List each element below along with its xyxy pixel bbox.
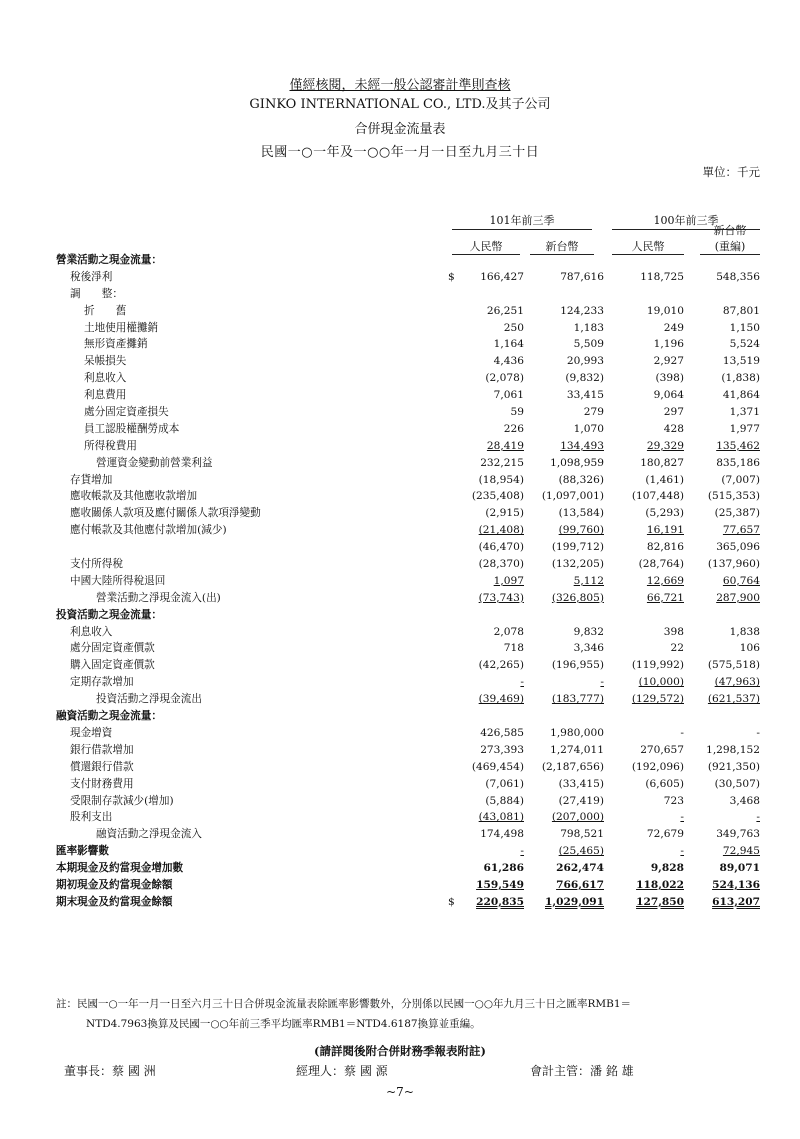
value-cell: 297 [663, 406, 684, 419]
value-cell: 1,980,000 [550, 726, 604, 739]
value-cell: (28,764) [638, 558, 684, 571]
value-cell: 1,029,091 [545, 895, 604, 908]
value-cell: 787,616 [560, 270, 604, 283]
value-cell: (25,465) [558, 845, 604, 858]
row-label: 員工認股權酬勞成本 [84, 422, 180, 435]
value-cell: - [680, 811, 684, 824]
period-header-2012: 101年前三季 [452, 212, 592, 230]
row-label: 投資活動之淨現金流出 [96, 693, 202, 706]
value-cell: 166,427 [480, 270, 524, 283]
value-cell: 398 [663, 625, 684, 638]
value-cell: (326,805) [551, 591, 604, 604]
value-cell: 365,096 [716, 541, 760, 554]
value-cell: (515,353) [707, 490, 760, 503]
value-cell: 59 [510, 406, 524, 419]
value-cell: (73,743) [478, 591, 524, 604]
value-cell: (42,265) [478, 659, 524, 672]
table-row [0, 877, 800, 894]
row-label: 融資活動之現金流量： [56, 710, 162, 723]
table-row [0, 657, 800, 674]
table-row [0, 404, 800, 421]
value-cell: - [756, 811, 760, 824]
currency-symbol: $ [448, 270, 455, 283]
value-cell: 1,183 [573, 321, 604, 334]
value-cell: (119,992) [631, 659, 684, 672]
value-cell: (1,461) [645, 473, 684, 486]
value-cell: 3,346 [573, 642, 604, 655]
page-number: ~7~ [386, 1085, 414, 1099]
table-row [0, 590, 800, 607]
value-cell: 270,657 [640, 743, 684, 756]
value-cell: (469,454) [471, 760, 524, 773]
value-cell: (398) [655, 372, 684, 385]
value-cell: 220,835 [476, 895, 524, 908]
row-label: 股利支出 [70, 811, 113, 824]
value-cell: 118,022 [636, 878, 684, 891]
value-cell: 4,436 [493, 355, 524, 368]
value-cell: (43,081) [478, 811, 524, 824]
value-cell: 159,549 [476, 878, 524, 891]
table-row [0, 793, 800, 810]
value-cell: 20,993 [566, 355, 604, 368]
row-label: 定期存款增加 [70, 676, 134, 689]
value-cell: (183,777) [551, 693, 604, 706]
value-cell: (196,955) [551, 659, 604, 672]
value-cell: (88,326) [558, 473, 604, 486]
value-cell: (921,350) [707, 760, 760, 773]
table-row [0, 472, 800, 489]
currency-header-ntd-2012: 新台幣 [530, 238, 594, 255]
table-row [0, 708, 800, 725]
value-cell: - [680, 726, 684, 739]
value-cell: 77,657 [722, 524, 760, 537]
value-cell: (39,469) [478, 693, 524, 706]
value-cell: 1,070 [573, 422, 604, 435]
value-cell: 1,196 [653, 338, 684, 351]
row-label: 利息費用 [84, 389, 127, 402]
value-cell: (199,712) [551, 541, 604, 554]
table-row [0, 843, 800, 860]
value-cell: 89,071 [719, 862, 760, 875]
table-row [0, 370, 800, 387]
value-cell: 82,816 [646, 541, 684, 554]
table-row [0, 607, 800, 624]
value-cell: 9,832 [573, 625, 604, 638]
table-row [0, 488, 800, 505]
value-cell: 766,617 [556, 878, 604, 891]
table-row [0, 674, 800, 691]
row-label: 融資活動之淨現金流入 [96, 828, 202, 841]
value-cell: 41,864 [722, 389, 760, 402]
value-cell: 29,329 [646, 439, 684, 452]
value-cell: 60,764 [722, 574, 760, 587]
table-row [0, 691, 800, 708]
value-cell: 349,763 [716, 828, 760, 841]
table-row [0, 826, 800, 843]
table-row [0, 269, 800, 286]
row-label: 支付所得稅 [70, 558, 123, 571]
value-cell: - [600, 676, 604, 689]
table-row [0, 860, 800, 877]
row-label: 應收關係人款項及應付關係人款項淨變動 [70, 507, 261, 520]
value-cell: (1,838) [721, 372, 760, 385]
table-row [0, 286, 800, 303]
row-label: 稅後淨利 [70, 270, 113, 283]
value-cell: 106 [739, 642, 760, 655]
value-cell: 232,215 [480, 456, 524, 469]
value-cell: 1,298,152 [706, 743, 760, 756]
value-cell: 718 [503, 642, 524, 655]
company-name: GINKO INTERNATIONAL CO., LTD.及其子公司 [249, 97, 551, 112]
value-cell: - [520, 845, 524, 858]
value-cell: 19,010 [646, 304, 684, 317]
value-cell: 1,371 [729, 406, 760, 419]
currency-header-rmb-2012: 人民幣 [452, 238, 520, 255]
value-cell: 180,827 [640, 456, 684, 469]
table-row [0, 438, 800, 455]
table-row [0, 776, 800, 793]
value-cell: 1,150 [729, 321, 760, 334]
row-label: 處分固定資產損失 [84, 406, 169, 419]
value-cell: 273,393 [480, 743, 524, 756]
value-cell: 1,838 [729, 625, 760, 638]
table-row [0, 522, 800, 539]
row-label: 調 整： [70, 287, 123, 300]
table-row [0, 742, 800, 759]
row-label: 應付帳款及其他應付款增加(減少) [70, 524, 227, 537]
cash-flow-table [0, 252, 800, 911]
value-cell: (7,007) [721, 473, 760, 486]
value-cell: 1,164 [493, 338, 524, 351]
value-cell: 249 [663, 321, 684, 334]
row-label: 投資活動之現金流量： [56, 608, 162, 621]
table-row [0, 455, 800, 472]
value-cell: (575,518) [707, 659, 760, 672]
row-label: 利息收入 [70, 625, 113, 638]
row-label: 期初現金及約當現金餘額 [56, 878, 173, 891]
table-row [0, 573, 800, 590]
value-cell: (33,415) [558, 777, 604, 790]
row-label: 匯率影響數 [56, 845, 109, 858]
table-row [0, 252, 800, 269]
restated-label: (重編) [700, 238, 760, 255]
value-cell: 124,233 [560, 304, 604, 317]
value-cell: (235,408) [471, 490, 524, 503]
value-cell: (25,387) [714, 507, 760, 520]
table-row [0, 624, 800, 641]
value-cell: 1,098,959 [550, 456, 604, 469]
value-cell: (132,205) [551, 558, 604, 571]
table-row [0, 336, 800, 353]
value-cell: (47,963) [714, 676, 760, 689]
value-cell: (621,537) [707, 693, 760, 706]
value-cell: (46,470) [478, 541, 524, 554]
footnote-line-1: 註：民國一○一年一月一日至六月三十日合併現金流量表除匯率影響數外，分別係以民國一○○年九月三十日之匯率RMB1＝ [56, 998, 632, 1010]
table-row [0, 539, 800, 556]
value-cell: 723 [663, 794, 684, 807]
table-row [0, 725, 800, 742]
value-cell: 279 [583, 406, 604, 419]
value-cell: 798,521 [560, 828, 604, 841]
row-label: 營運資金變動前營業利益 [96, 456, 213, 469]
table-row [0, 894, 800, 911]
value-cell: 61,286 [483, 862, 524, 875]
value-cell: 287,900 [716, 591, 760, 604]
row-label: 營業活動之淨現金流入(出) [96, 591, 221, 604]
value-cell: (192,096) [631, 760, 684, 773]
row-label: 現金增資 [70, 726, 113, 739]
value-cell: 66,721 [646, 591, 684, 604]
table-row [0, 809, 800, 826]
value-cell: (13,584) [558, 507, 604, 520]
value-cell: 2,927 [653, 355, 684, 368]
value-cell: (2,187,656) [541, 760, 604, 773]
row-label: 處分固定資產價款 [70, 642, 155, 655]
value-cell: 12,669 [646, 574, 684, 587]
review-note: 僅經核閱，未經一般公認審計準則查核 [289, 78, 511, 93]
row-label: 本期現金及約當現金增加數 [56, 862, 184, 875]
value-cell: (107,448) [631, 490, 684, 503]
value-cell: 5,509 [573, 338, 604, 351]
value-cell: - [756, 726, 760, 739]
value-cell: 22 [670, 642, 684, 655]
value-cell: 5,112 [573, 574, 604, 587]
footnote-line-2: NTD4.7963換算及民國一○○年前三季平均匯率RMB1＝NTD4.6187換算並重編。 [86, 1018, 481, 1030]
attachment-note: (請詳閱後附合併財務季報表附註) [314, 1044, 486, 1058]
unit-label: 單位：千元 [702, 165, 760, 179]
row-label: 土地使用權攤銷 [84, 321, 159, 334]
period-header-2011: 100年前三季 [612, 212, 760, 230]
value-cell: 174,498 [480, 828, 524, 841]
value-cell: 548,356 [716, 270, 760, 283]
manager-signature: 經理人：蔡 國 源 [296, 1064, 388, 1078]
value-cell: 72,679 [646, 828, 684, 841]
value-cell: (5,884) [485, 794, 524, 807]
row-label: 所得稅費用 [84, 439, 137, 452]
table-row [0, 640, 800, 657]
table-row [0, 387, 800, 404]
table-row [0, 421, 800, 438]
value-cell: 835,186 [716, 456, 760, 469]
table-row [0, 320, 800, 337]
value-cell: (1,097,001) [541, 490, 604, 503]
value-cell: 134,493 [560, 439, 604, 452]
currency-header-ntd-2011: 新台幣 [713, 224, 747, 237]
value-cell: 5,524 [729, 338, 760, 351]
statement-period: 民國一○一年及一○○年一月一日至九月三十日 [260, 145, 540, 160]
value-cell: 426,585 [480, 726, 524, 739]
value-cell: 2,078 [493, 625, 524, 638]
value-cell: 7,061 [493, 389, 524, 402]
row-label: 銀行借款增加 [70, 743, 134, 756]
value-cell: (7,061) [485, 777, 524, 790]
table-row [0, 759, 800, 776]
value-cell: 3,468 [729, 794, 760, 807]
value-cell: - [680, 845, 684, 858]
value-cell: (2,078) [485, 372, 524, 385]
accountant-signature: 會計主管：潘 銘 雄 [530, 1064, 634, 1078]
row-label: 存貨增加 [70, 473, 113, 486]
value-cell: 33,415 [566, 389, 604, 402]
value-cell: 16,191 [646, 524, 684, 537]
table-row [0, 353, 800, 370]
value-cell: 127,850 [636, 895, 684, 908]
table-row [0, 303, 800, 320]
value-cell: (5,293) [645, 507, 684, 520]
row-label: 購入固定資產價款 [70, 659, 155, 672]
value-cell: (28,370) [478, 558, 524, 571]
value-cell: 13,519 [722, 355, 760, 368]
currency-header-rmb-2011: 人民幣 [612, 238, 684, 255]
row-label: 無形資產攤銷 [84, 338, 148, 351]
value-cell: 26,251 [486, 304, 524, 317]
value-cell: 135,462 [716, 439, 760, 452]
value-cell: (9,832) [565, 372, 604, 385]
row-label: 利息收入 [84, 372, 127, 385]
value-cell: 250 [503, 321, 524, 334]
value-cell: 118,725 [640, 270, 684, 283]
row-label: 期末現金及約當現金餘額 [56, 895, 173, 908]
value-cell: (30,507) [714, 777, 760, 790]
value-cell: 428 [663, 422, 684, 435]
chairman-signature: 董事長：蔡 國 洲 [64, 1064, 156, 1078]
value-cell: 1,977 [729, 422, 760, 435]
value-cell: 72,945 [722, 845, 760, 858]
value-cell: (18,954) [478, 473, 524, 486]
value-cell: 28,419 [486, 439, 524, 452]
value-cell: (207,000) [551, 811, 604, 824]
table-row [0, 556, 800, 573]
value-cell: (2,915) [485, 507, 524, 520]
row-label: 償還銀行借款 [70, 760, 134, 773]
row-label: 呆帳損失 [84, 355, 127, 368]
value-cell: (129,572) [631, 693, 684, 706]
value-cell: 1,274,011 [550, 743, 604, 756]
currency-symbol: $ [448, 895, 455, 908]
value-cell: (10,000) [638, 676, 684, 689]
row-label: 應收帳款及其他應收款增加 [70, 490, 198, 503]
statement-title: 合併現金流量表 [354, 122, 446, 137]
value-cell: (21,408) [478, 524, 524, 537]
row-label: 營業活動之現金流量： [56, 254, 162, 266]
row-label: 折 舊 [84, 304, 127, 317]
row-label: 受限制存款減少(增加) [70, 794, 174, 807]
value-cell: (6,605) [645, 777, 684, 790]
value-cell: (27,419) [558, 794, 604, 807]
value-cell: 262,474 [556, 862, 604, 875]
row-label: 中國大陸所得稅退回 [70, 574, 166, 587]
value-cell: (99,760) [558, 524, 604, 537]
value-cell: 226 [503, 422, 524, 435]
value-cell: (137,960) [707, 558, 760, 571]
value-cell: 87,801 [722, 304, 760, 317]
row-label: 支付財務費用 [70, 777, 134, 790]
table-row [0, 505, 800, 522]
value-cell: 9,064 [653, 389, 684, 402]
value-cell: 1,097 [493, 574, 524, 587]
value-cell: 613,207 [712, 895, 760, 908]
value-cell: - [520, 676, 524, 689]
value-cell: 9,828 [650, 862, 684, 875]
value-cell: 524,136 [712, 878, 760, 891]
